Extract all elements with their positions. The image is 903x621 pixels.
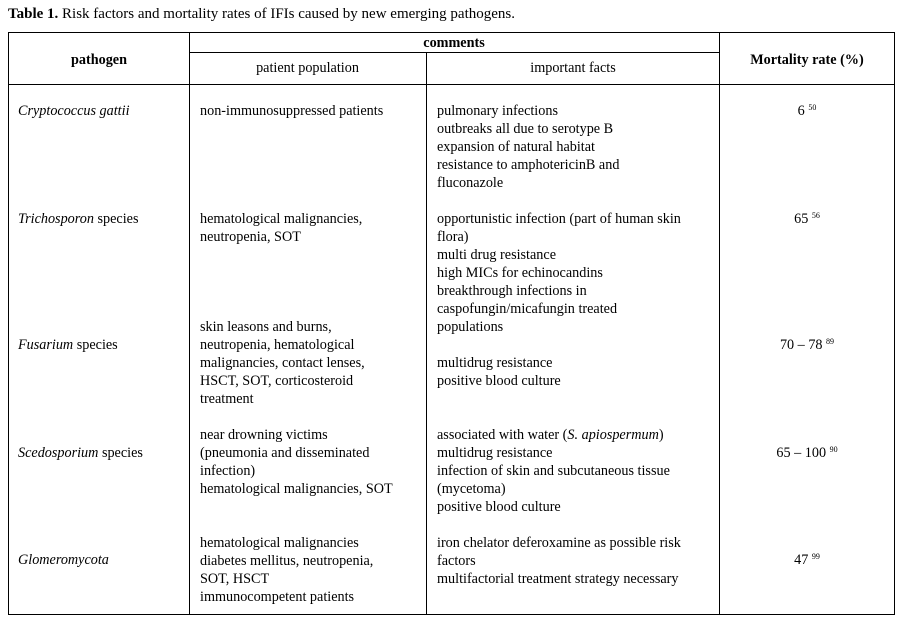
row-3-facts: multidrug resistance positive blood culture	[437, 355, 561, 389]
row-1-mortality: 6 $^{50}$	[797, 103, 817, 119]
row-5-pathogen: Glomeromycota	[18, 552, 109, 568]
header-patient-population: patient population	[256, 60, 359, 76]
header-mortality-rate: Mortality rate (%)	[750, 52, 864, 68]
row-3-pathogen: Fusarium species	[18, 337, 118, 353]
row-4-pathogen: Scedosporium species	[18, 445, 143, 461]
header-bottom-rule	[9, 84, 894, 85]
row-2-population: hematological malignancies, neutropenia, SOT	[200, 211, 363, 245]
header-comments: comments	[423, 35, 485, 51]
row-3-mortality: 70 – 78 $^{89}$	[779, 337, 835, 353]
table-caption	[8, 6, 515, 23]
row-1-facts: pulmonary infections outbreaks all due to serotype B expansion of natural habitat resistance to amphotericinB and fluconazole	[437, 103, 620, 191]
row-4-mortality: 65 – 100 $^{90}$	[776, 445, 838, 461]
row-2-pathogen: Trichosporon species	[18, 211, 139, 227]
col-divider-3	[719, 33, 720, 614]
row-3-population: skin leasons and burns, neutropenia, hematological malignancies, contact lenses, HSCT, SOT, corticosteroid treatment	[200, 319, 365, 407]
header-pathogen: pathogen	[71, 52, 127, 68]
header-important-facts: important facts	[530, 60, 616, 76]
row-2-mortality: 65 $^{56}$	[794, 211, 820, 227]
table-caption-label: Table 1.	[8, 6, 59, 22]
risk-factors-table	[8, 32, 895, 615]
row-4-facts: associated with water (S. apiospermum) multidrug resistance infection of skin and subcutaneous tissue (mycetoma) positive blood culture	[437, 427, 670, 515]
comments-underline	[189, 52, 719, 53]
row-1-population: non-immunosuppressed patients	[200, 103, 384, 119]
row-5-mortality: 47 $^{99}$	[794, 552, 820, 568]
row-2-facts: opportunistic infection (part of human skin flora) multi drug resistance high MICs for echinocandins breakthrough infections in caspofungin/micafungin treated populations	[437, 211, 681, 335]
row-5-population: hematological malignancies diabetes mellitus, neutropenia, SOT, HSCT immunocompetent patients	[200, 535, 374, 605]
row-5-facts: iron chelator deferoxamine as possible risk factors multifactorial treatment strategy necessary	[437, 535, 681, 587]
table-caption-text: Risk factors and mortality rates of IFIs caused by new emerging pathogens.	[58, 6, 515, 22]
col-divider-1	[189, 33, 190, 614]
row-1-pathogen: Cryptococcus gattii	[18, 103, 130, 119]
row-4-population: near drowning victims (pneumonia and disseminated infection) hematological malignancies, SOT	[200, 427, 393, 497]
col-divider-2	[426, 52, 427, 614]
